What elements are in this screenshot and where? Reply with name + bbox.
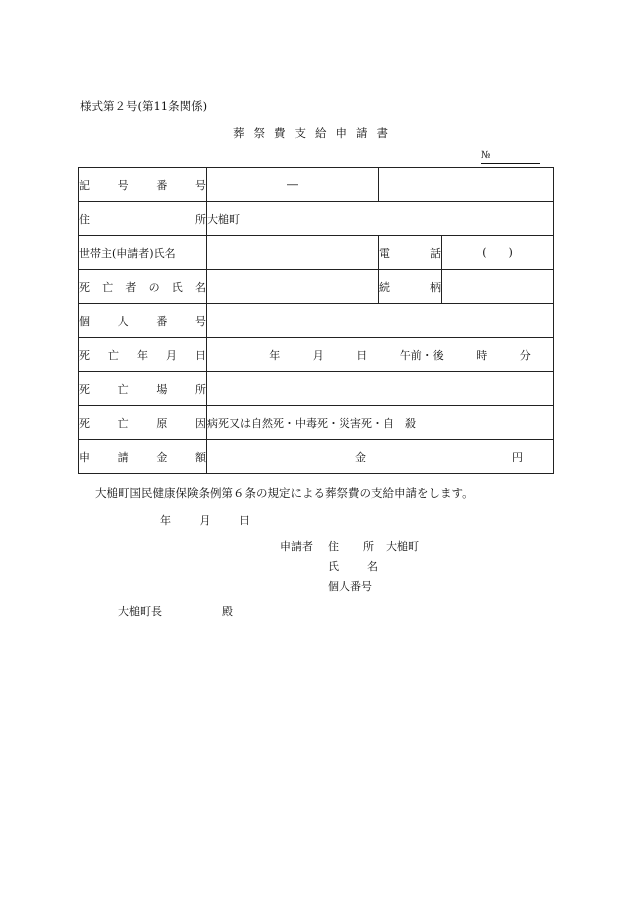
row-kojin (79, 304, 554, 338)
application-date[interactable]: 年 月 日 (160, 514, 250, 527)
applicant-address-value[interactable]: 大槌町 (386, 540, 419, 553)
number-field[interactable] (481, 150, 540, 164)
statement-text: 大槌町国民健康保険条例第６条の規定による葬祭費の支給申請をします。 (95, 486, 474, 500)
row-kigo (79, 168, 554, 202)
row-shibo-date (79, 338, 554, 372)
amount-input[interactable]: 金 円 (207, 440, 554, 474)
number-label: № (481, 150, 491, 161)
setainushi-name-input[interactable] (207, 236, 379, 270)
row-shibo-place (79, 372, 554, 406)
applicant-my-number-label: 個人番号 (328, 580, 372, 593)
label-amount: 申 請 金 額 (79, 440, 207, 474)
document-title: 葬祭費支給申請書 (233, 126, 397, 140)
row-jusho (79, 202, 554, 236)
label-relation: 続 柄 (379, 270, 442, 304)
label-shibo-date: 死 亡 年 月 日 (79, 338, 207, 372)
addressee-mayor: 大槌町長 (118, 605, 162, 618)
label-kojin: 個 人 番 号 (79, 304, 207, 338)
shibo-cause-input[interactable]: 病死又は自然死・中毒死・災害死・自 殺 (207, 406, 554, 440)
label-setainushi: 世帯主(申請者)氏名 (79, 236, 207, 270)
form-number-label: 様式第２号(第11条関係) (80, 99, 208, 113)
shibosha-name-input[interactable] (207, 270, 379, 304)
applicant-heading: 申請者 (280, 540, 313, 553)
row-setainushi (79, 236, 554, 270)
addressee-honorific: 殿 (222, 605, 233, 618)
kigo-input[interactable]: ― (207, 168, 379, 202)
application-table (78, 167, 554, 474)
shibo-place-input[interactable] (207, 372, 554, 406)
label-jusho: 住 所 (79, 202, 207, 236)
phone-input[interactable]: ( ) (442, 236, 554, 270)
row-shibosha (79, 270, 554, 304)
jusho-input[interactable]: 大槌町 (207, 202, 554, 236)
applicant-name-label: 氏 名 (328, 560, 378, 573)
row-amount (79, 440, 554, 474)
label-shibo-cause: 死 亡 原 因 (79, 406, 207, 440)
row-shibo-cause (79, 406, 554, 440)
bango-input[interactable] (379, 168, 554, 202)
label-shibosha: 死 亡 者 の 氏 名 (79, 270, 207, 304)
label-kigo: 記 号 番 号 (79, 168, 207, 202)
kojin-input[interactable] (207, 304, 554, 338)
relation-input[interactable] (442, 270, 554, 304)
shibo-date-input[interactable]: 年 月 日 午前・後 時 分 (207, 338, 554, 372)
label-phone: 電 話 (379, 236, 442, 270)
label-shibo-place: 死 亡 場 所 (79, 372, 207, 406)
applicant-address-label: 住 所 (328, 540, 374, 553)
